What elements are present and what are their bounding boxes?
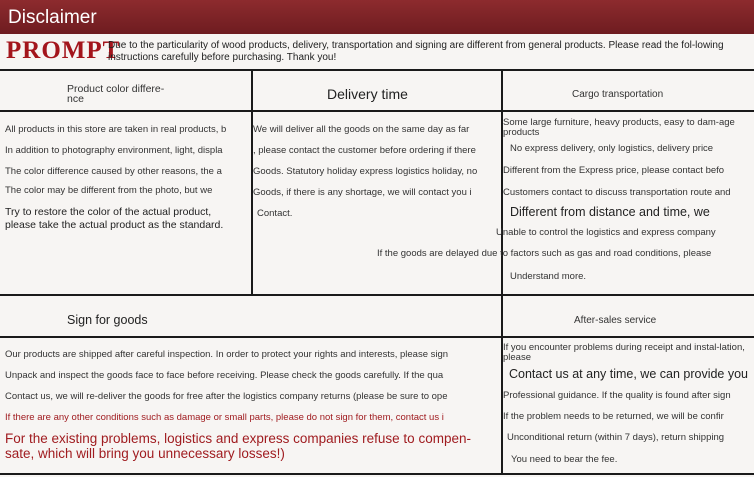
color-line-3: The color difference caused by other reasons, the a (5, 166, 222, 177)
sign-line-5-warning: For the existing problems, logistics and express companies refuse to compen-sate, which will bring you unnecessary losses!) (5, 431, 471, 461)
color-line-5: Try to restore the color of the actual product, please take the actual product as the standard. (5, 206, 224, 231)
rule-header2-bottom (0, 336, 754, 338)
cargo-line-2: No express delivery, only logistics, delivery price (510, 143, 714, 154)
color-line-2: In addition to photography environment, light, displa (5, 145, 223, 156)
aftersales-line-1: If you encounter problems during receipt and instal-lation, please (503, 342, 745, 363)
rule-vertical-1 (251, 69, 253, 296)
sign-section-header: Sign for goods (67, 313, 148, 327)
cargo-line-3: Different from the Express price, please contact befo (503, 165, 725, 176)
delivery-line-1: We will deliver all the goods on the same day as far (253, 124, 470, 135)
sign-line-3: Contact us, we will re-deliver the goods for free after the logistics company returns (please be sure to ope (5, 391, 448, 402)
intro-text: Due to the particularity of wood products, delivery, transportation and signing are different from general products. Please read the fol-lowing instructions carefully before purchasing. Thank you! (108, 40, 724, 63)
rule-middle (0, 294, 754, 296)
delivery-line-3: Goods. Statutory holiday express logistics holiday, no (253, 166, 478, 177)
aftersales-line-2: Contact us at any time, we can provide you (509, 367, 749, 381)
color-line-1: All products in this store are taken in real products, b (5, 124, 227, 135)
cargo-line-7: If the goods are delayed due to factors such as gas and road conditions, please (377, 248, 712, 259)
rule-top (0, 69, 754, 71)
cargo-line-5: Different from distance and time, we (510, 205, 710, 219)
aftersales-line-3: Professional guidance. If the quality is found after sign (503, 390, 731, 401)
cargo-line-4: Customers contact to discuss transportation route and (503, 187, 731, 198)
sign-line-2: Unpack and inspect the goods face to face before receiving. Please check the goods carefully. If the qua (5, 370, 444, 381)
prompt-logo: PROMPT (6, 37, 121, 64)
sign-line-1: Our products are shipped after careful inspection. In order to protect your rights and interests, please sign (5, 349, 449, 360)
cargo-section-header: Cargo transportation (572, 89, 664, 100)
banner-title: Disclaimer (8, 7, 97, 28)
color-line-4: The color may be different from the photo, but we (5, 185, 213, 196)
cargo-line-8: Understand more. (510, 271, 587, 282)
delivery-section-header: Delivery time (327, 86, 408, 102)
sign-line-4-warning: If there are any other conditions such as damage or small parts, please do not sign for them, contact us i (5, 412, 444, 423)
rule-bottom (0, 473, 754, 475)
aftersales-section-header: After-sales service (574, 315, 657, 326)
aftersales-line-5: Unconditional return (within 7 days), return shipping (507, 432, 725, 443)
cargo-line-1: Some large furniture, heavy products, easy to dam-age products (503, 117, 735, 138)
cargo-line-6: Unable to control the logistics and express company (496, 227, 716, 238)
aftersales-line-4: If the problem needs to be returned, we will be confir (503, 411, 724, 422)
delivery-line-5: Contact. (257, 208, 293, 219)
aftersales-line-6: You need to bear the fee. (511, 454, 618, 465)
disclaimer-banner (0, 0, 754, 34)
delivery-line-2: , please contact the customer before ordering if there (253, 145, 476, 156)
color-section-header: Product color differe-nce (67, 83, 165, 105)
rule-header-bottom (0, 110, 754, 112)
delivery-line-4: Goods, if there is any shortage, we will contact you i (253, 187, 472, 198)
